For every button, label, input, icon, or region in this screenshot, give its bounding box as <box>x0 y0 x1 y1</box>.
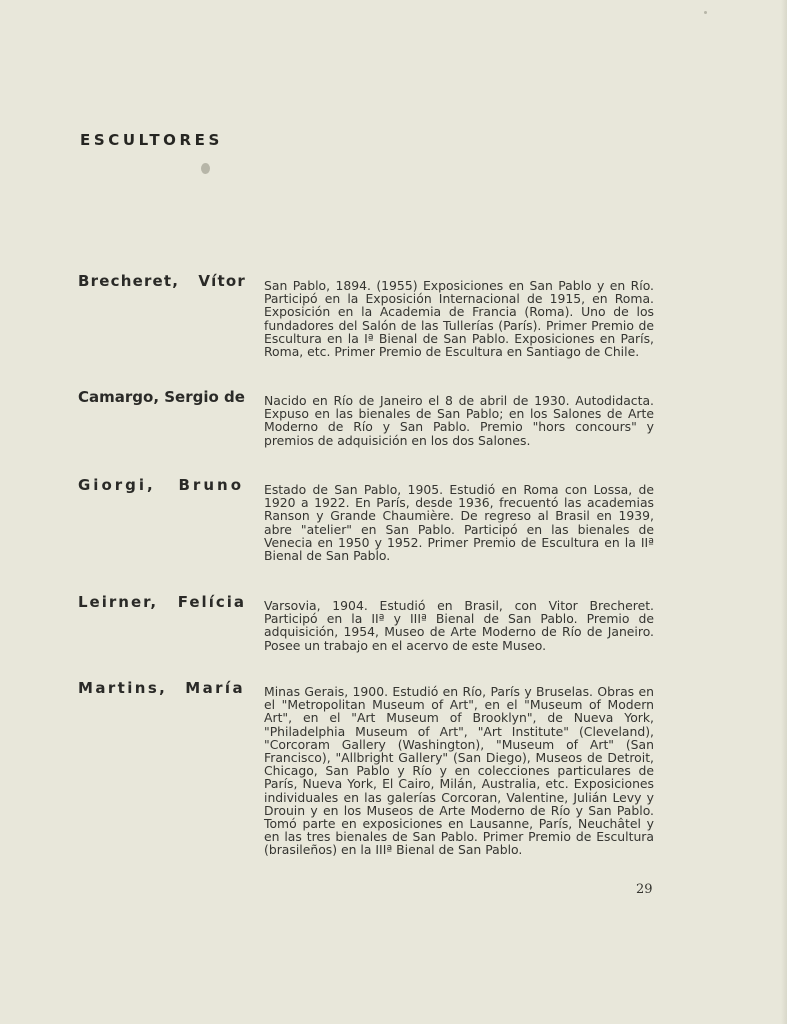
entry-bio: Nacido en Río de Janeiro el 8 de abril de 1930. Autodidacta. Expuso en las bienales de San Pablo; en los Salones de Arte Moderno de Río y San Pablo. Premio "hors concours" y premios de adquisición en los dos Salones. <box>264 393 654 448</box>
entry-bio: San Pablo, 1894. (1955) Exposiciones en San Pablo y en Río. Participó en la Exposición Internacional de 1915, en Roma. Exposición en la Academia de Francia (Roma). Uno de los fundadores del Salón de las Tullerías (París). Primer Premio de Escultura en la Iª Bienal de San Pablo. Exposiciones en París, Roma, etc. Primer Premio de Escultura en Santiago de Chile. <box>264 278 654 360</box>
section-title: ESCULTORES <box>80 131 223 149</box>
entry-bio: Varsovia, 1904. Estudió en Brasil, con Vitor Brecheret. Participó en la IIª y IIIª Bienal de San Pablo. Premio de adquisición, 1954, Museo de Arte Moderno de Río de Janeiro. Posee un trabajo en el acervo de este Museo. <box>264 598 654 653</box>
paper-speck <box>201 163 210 174</box>
paper-speck <box>704 11 707 14</box>
page-edge <box>781 0 787 1024</box>
entry-name: Camargo, Sergio de <box>78 388 245 406</box>
entry-name: Leirner, Felícia <box>78 593 246 611</box>
entry-name: Giorgi, Bruno <box>78 476 244 494</box>
entry-bio: Minas Gerais, 1900. Estudió en Río, París y Bruselas. Obras en el "Metropolitan Museum of Art", en el "Museum of Modern Art", en el "Art Museum of Brooklyn", de Nueva York, "Philadelphia Museum of Art", "Art Institute" (Cleveland), "Corcoram Gallery (Washington), "Museum of Art" (San Francisco), "Allbright Gallery" (San Diego), Museos de Detroit, Chicago, San Pablo y Río y en colecciones particulares de París, Nueva York, El Cairo, Milán, Australia, etc. Exposiciones individuales en las galerías Corcoran, Valentine, Julián Levy y Drouin y en los Museos de Arte Moderno de Río y San Pablo. Tomó parte en exposiciones en Lausanne, París, Neuchâtel y en las tres bienales de San Pablo. Primer Premio de Escultura (brasileños) en la IIIª Bienal de San Pablo. <box>264 684 654 858</box>
entry-name: Brecheret, Vítor <box>78 272 246 290</box>
entry-bio: Estado de San Pablo, 1905. Estudió en Roma con Lossa, de 1920 a 1922. En París, desde 1936, frecuentó las academias Ranson y Grande Chaumière. De regreso al Brasil en 1939, abre "atelier" en San Pablo. Participó en las bienales de Venecia en 1950 y 1952. Primer Premio de Escultura en la IIª Bienal de San Pablo. <box>264 482 654 564</box>
page-number: 29 <box>636 882 653 897</box>
entry-name: Martins, María <box>78 679 245 697</box>
